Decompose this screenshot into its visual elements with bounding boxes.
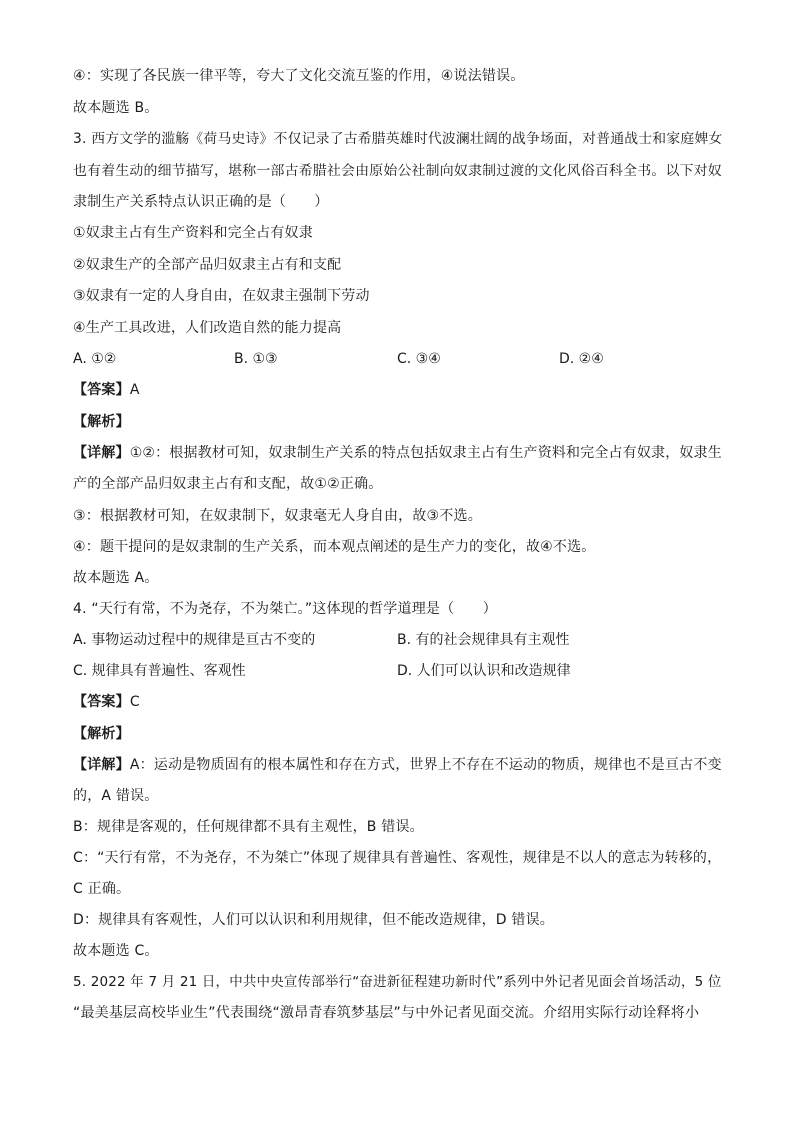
- question-3-detail: [73, 443, 722, 463]
- detail-tag: 【详解】: [73, 757, 130, 773]
- question-4-option-b: B. 有的社会规律具有主观性: [397, 632, 570, 648]
- question-3-stem: 隶制生产关系特点认识正确的是（ ）: [73, 194, 329, 210]
- question-4-answer: [73, 692, 140, 712]
- question-4-analysis-tag: 【解析】: [73, 726, 130, 742]
- question-3-analysis-tag: 【解析】: [73, 414, 130, 430]
- question-4-detail: [73, 755, 722, 775]
- question-3-stem: 3. 西方文学的滥觞《荷马史诗》不仅记录了古希腊英雄时代波澜壮阔的战争场面，对普通战士和家庭婢女: [73, 131, 723, 147]
- answer-tag: 【答案】: [73, 382, 130, 398]
- question-3-detail: ④：题干提问的是奴隶制的生产关系，而本观点阐述的是生产力的变化，故④不选。: [73, 539, 596, 555]
- text-line: 故本题选 B。: [73, 100, 159, 116]
- answer-value: C: [129, 694, 140, 710]
- question-4-detail: C 正确。: [73, 881, 131, 897]
- detail-text: ①②：根据教材可知，奴隶制生产关系的特点包括奴隶主占有生产资料和完全占有奴隶，奴隶生: [129, 445, 722, 461]
- question-3-statement: ④生产工具改进，人们改造自然的能力提高: [73, 320, 342, 336]
- question-4-conclusion: 故本题选 C。: [73, 943, 159, 959]
- question-3-option-d: D. ②④: [559, 351, 604, 367]
- question-3-detail: ③：根据教材可知，在奴隶制下，奴隶毫无人身自由，故③不选。: [73, 508, 482, 524]
- question-3-detail: 产的全部产品归奴隶主占有和支配，故①②正确。: [73, 476, 383, 492]
- answer-value: A: [129, 382, 140, 398]
- question-4-option-c: C. 规律具有普遍性、客观性: [73, 663, 246, 679]
- question-3-statement: ③奴隶有一定的人身自由，在奴隶主强制下劳动: [73, 288, 370, 304]
- question-3-option-c: C. ③④: [397, 351, 441, 367]
- text-line: ④：实现了各民族一律平等，夸大了文化交流互鉴的作用，④说法错误。: [73, 68, 525, 84]
- question-4-detail: B：规律是客观的，任何规律都不具有主观性，B 错误。: [73, 819, 424, 835]
- question-5-stem: 5. 2022 年 7 月 21 日，中共中央宣传部举行“奋进新征程建功新时代”系列中外记者见面会首场活动，5 位: [73, 974, 722, 990]
- detail-tag: 【详解】: [73, 445, 130, 461]
- question-5-stem: “最美基层高校毕业生”代表围绕“激昂青春筑梦基层”与中外记者见面交流。介绍用实际行动诠释将小: [73, 1005, 700, 1021]
- question-4-detail: C：“天行有常，不为尧存，不为桀亡”体现了规律具有普遍性、客观性，规律是不以人的意志为转移的，: [73, 850, 722, 866]
- question-4-stem: 4. “天行有常，不为尧存，不为桀亡。”这体现的哲学道理是（ ）: [73, 601, 497, 617]
- question-4-detail: 的，A 错误。: [73, 788, 159, 804]
- question-3-statement: ①奴隶主占有生产资料和完全占有奴隶: [73, 225, 313, 241]
- question-3-option-b: B. ①③: [234, 351, 278, 367]
- question-4-option-a: A. 事物运动过程中的规律是亘古不变的: [73, 632, 316, 648]
- question-4-detail: D：规律具有客观性，人们可以认识和利用规律，但不能改造规律，D 错误。: [73, 912, 555, 928]
- question-3-option-a: A. ①②: [73, 351, 117, 367]
- question-3-stem: 也有着生动的细节描写，堪称一部古希腊社会由原始公社制向奴隶制过渡的文化风俗百科全书。以下对奴: [73, 163, 722, 179]
- question-4-option-d: D. 人们可以认识和改造规律: [397, 663, 571, 679]
- answer-tag: 【答案】: [73, 694, 130, 710]
- detail-text: A：运动是物质固有的根本属性和存在方式，世界上不存在不运动的物质，规律也不是亘古不变: [129, 757, 722, 773]
- question-3-answer: [73, 380, 140, 400]
- question-3-statement: ②奴隶生产的全部产品归奴隶主占有和支配: [73, 257, 342, 273]
- question-3-conclusion: 故本题选 A。: [73, 570, 159, 586]
